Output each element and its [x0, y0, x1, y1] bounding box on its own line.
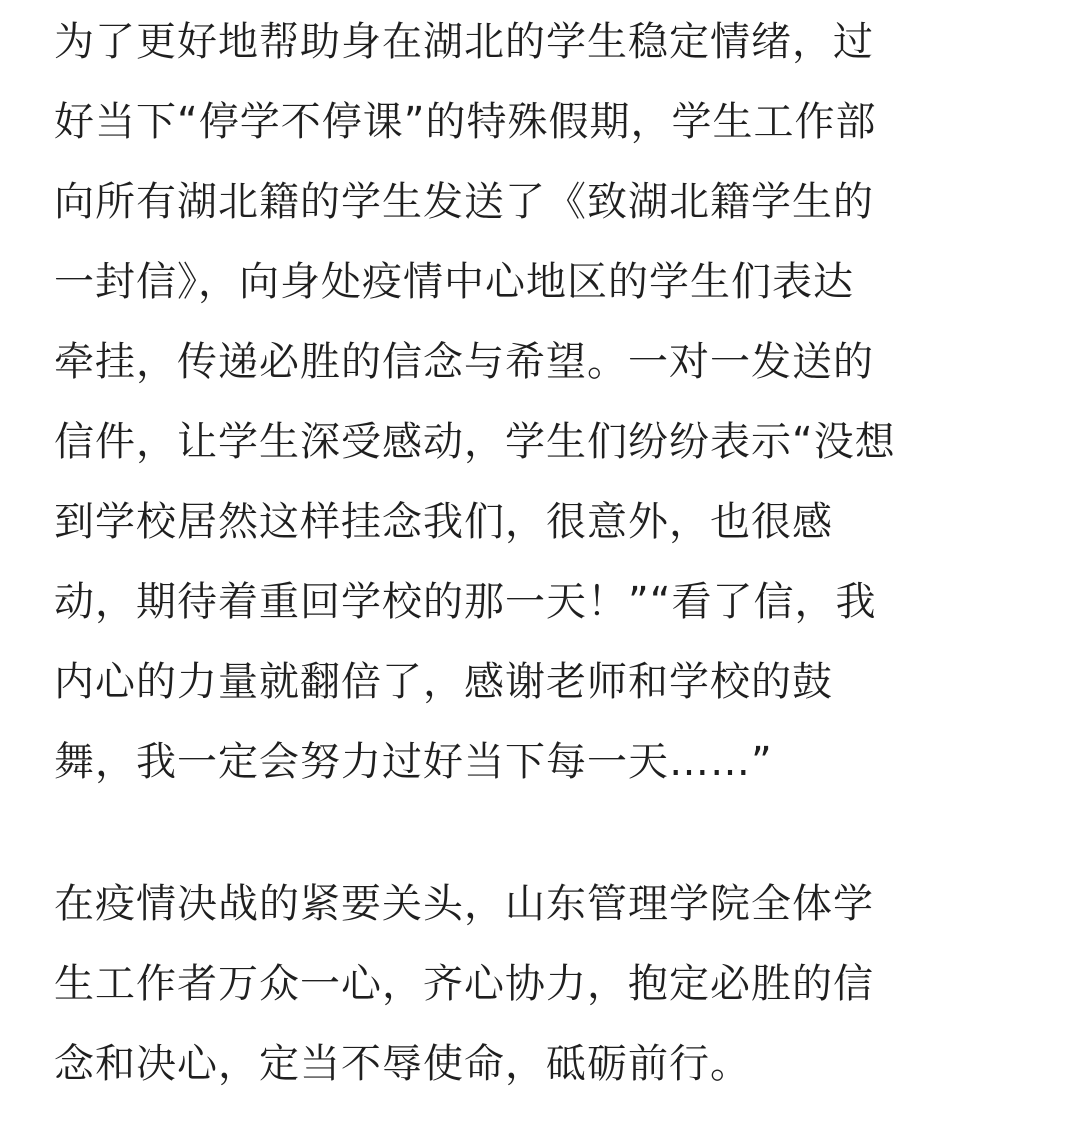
text-line: 内心的力量就翻倍了，感谢老师和学校的鼓: [54, 659, 833, 705]
text-line: 向所有湖北籍的学生发送了《致湖北籍学生的: [54, 179, 874, 225]
text-line: 到学校居然这样挂念我们，很意外，也很感: [54, 499, 833, 545]
text-line: 信件，让学生深受感动，学生们纷纷表示“没想: [54, 419, 896, 465]
text-line: 牵挂，传递必胜的信念与希望。一对一发送的: [54, 339, 874, 385]
text-line: 舞，我一定会努力过好当下每一天……”: [54, 739, 773, 785]
text-line: 好当下“停学不停课”的特殊假期，学生工作部: [54, 99, 877, 145]
text-line: 生工作者万众一心，齐心协力，抱定必胜的信: [54, 961, 874, 1007]
paragraph-closing-statement: [54, 864, 1036, 1104]
text-line: 念和决心，定当不辱使命，砥砺前行。: [54, 1041, 751, 1087]
text-line: 动，期待着重回学校的那一天！”“看了信，我: [54, 579, 877, 625]
text-line: 为了更好地帮助身在湖北的学生稳定情绪，过: [54, 19, 874, 65]
paragraph-letter-to-hubei-students: [54, 0, 1036, 802]
text-line: 在疫情决战的紧要关头，山东管理学院全体学: [54, 881, 874, 927]
text-line: 一封信》，向身处疫情中心地区的学生们表达: [54, 259, 854, 305]
